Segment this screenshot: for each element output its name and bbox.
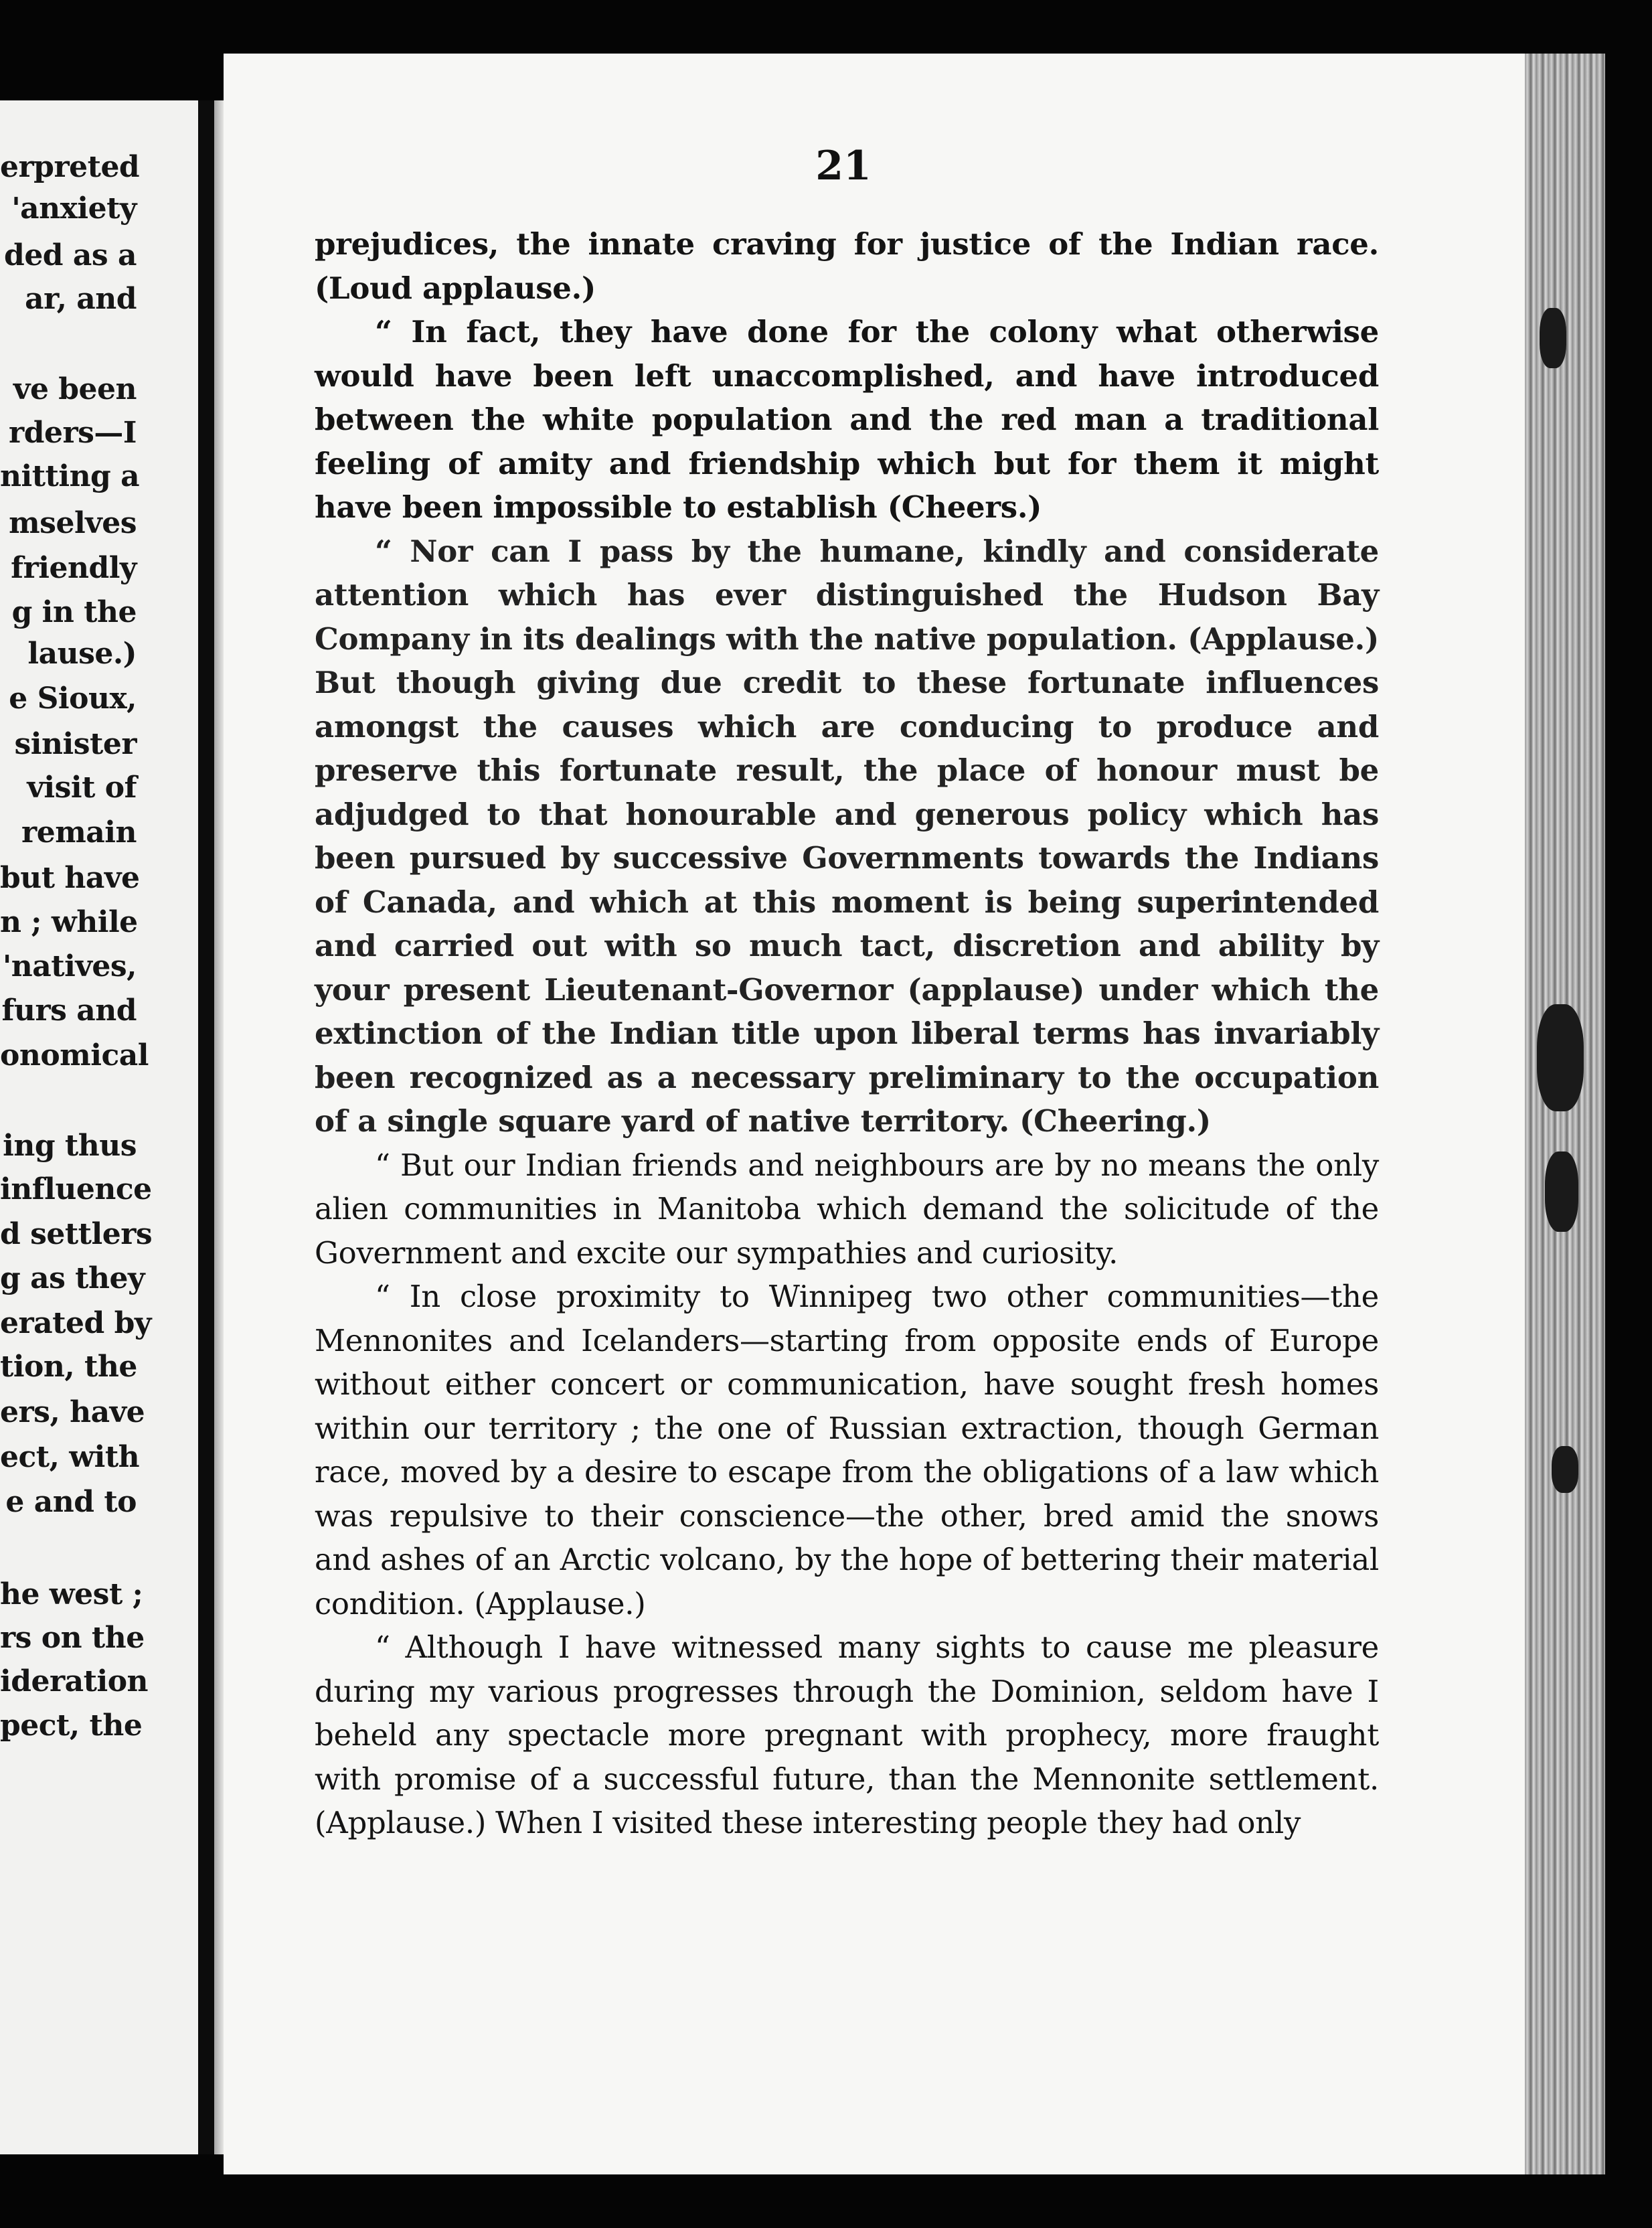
left-page-fragment: erated by — [0, 1306, 151, 1340]
left-page-fragment: tion, the — [0, 1350, 137, 1384]
left-page — [0, 100, 198, 2154]
paragraph: “ In fact, they have done for the colony what otherwise would have been left unaccomplished, and have introduced between the white population and the red man a traditional feeling of amity and friendship which but for them it might have been impossible to establish (Cheers.) — [315, 314, 1379, 525]
left-page-fragment: ded as a — [4, 238, 137, 272]
left-page-fragment: d settlers — [0, 1217, 153, 1251]
left-page-fragment: ideration — [0, 1664, 149, 1698]
edge-blot — [1552, 1446, 1578, 1493]
left-page-fragment: ing thus — [3, 1129, 137, 1163]
left-page-fragment: g as they — [0, 1261, 145, 1295]
page-edge — [1525, 54, 1605, 2174]
left-page-fragment: onomical — [0, 1038, 149, 1072]
paragraph: “ Although I have witnessed many sights to cause me pleasure during my various progresses through the Dominion, seldom have I beheld any spectacle more pregnant with prophecy, more fraught with promise of a successful future, than the Mennonite settlement. (Applause.) When I visited these interesting people they had only — [315, 1629, 1379, 1840]
left-page-fragment: e Sioux, — [9, 682, 137, 716]
body-text — [315, 222, 1379, 1845]
left-page-fragment: pect, the — [0, 1708, 143, 1743]
edge-blot — [1537, 1004, 1584, 1111]
left-page-fragment: rders—I — [9, 416, 137, 450]
paragraph: prejudices, the innate craving for justice of the Indian race. (Loud applause.) — [315, 226, 1379, 306]
left-page-fragment: n ; while — [0, 905, 138, 939]
left-page-fragment: sinister — [14, 727, 137, 761]
left-page-fragment: influence — [0, 1172, 152, 1206]
left-page-fragment: 'anxiety — [11, 191, 137, 226]
left-page-fragment: ar, and — [25, 282, 137, 316]
left-page-fragment: remain — [21, 815, 137, 850]
left-page-fragment: ers, have — [0, 1395, 145, 1429]
left-page-fragment: friendly — [11, 551, 137, 585]
left-page-fragment: ve been — [13, 372, 137, 406]
left-page-fragment: mselves — [9, 506, 137, 540]
edge-blot — [1545, 1151, 1578, 1232]
left-page-fragment: nitting a — [0, 459, 140, 493]
left-page-fragment: erpreted — [0, 150, 140, 184]
paragraph: “ Nor can I pass by the humane, kindly and considerate attention which has ever distinguished the Hudson Bay Company in its dealings with the native population. (Applause.) But though giving due credit to these fortunate influences amongst the causes which are conducing to produce and preserve this fortunate result, the place of honour must be adjudged to that honourable and generous policy which has been pursued by successive Governments towards the Indians of Canada, and which at this moment is being superintended and carried out with so much tact, discretion and ability by your present Lieutenant-Governor (applause) under which the extinction of the Indian title upon liberal terms has invariably been recognized as a necessary preliminary to the occupation of a single square yard of native territory. (Cheering.) — [315, 533, 1379, 1139]
page-gutter — [214, 100, 224, 2154]
left-page-fragment: e and to — [5, 1485, 137, 1519]
left-page-fragment: 'natives, — [2, 949, 137, 983]
left-page-fragment: g in the — [11, 595, 137, 629]
left-page-fragment: rs on the — [0, 1621, 145, 1655]
left-page-fragment: visit of — [27, 771, 137, 805]
paragraph: “ But our Indian friends and neighbours are by no means the only alien communities in Manitoba which demand the solicitude of the Government and excite our sympathies and curiosity. — [315, 1147, 1379, 1271]
left-page-fragment: ect, with — [0, 1440, 140, 1474]
left-page-fragment: but have — [0, 861, 140, 895]
edge-blot — [1540, 308, 1566, 368]
paragraph: “ In close proximity to Winnipeg two other communities—the Mennonites and Icelanders—starting from opposite ends of Europe without either concert or communication, have sought fresh homes within our territory ; the one of Russian extraction, though German race, moved by a desire to escape from the obligations of a law which was repulsive to their conscience—the other, bred amid the snows and ashes of an Arctic volcano, by the hope of bettering their material condition. (Applause.) — [315, 1279, 1379, 1621]
book-spine — [198, 100, 214, 2154]
left-page-fragment: furs and — [1, 993, 137, 1028]
page-number: 21 — [815, 143, 872, 189]
left-page-fragment: he west ; — [0, 1577, 143, 1611]
left-page-fragment: lause.) — [27, 637, 137, 671]
